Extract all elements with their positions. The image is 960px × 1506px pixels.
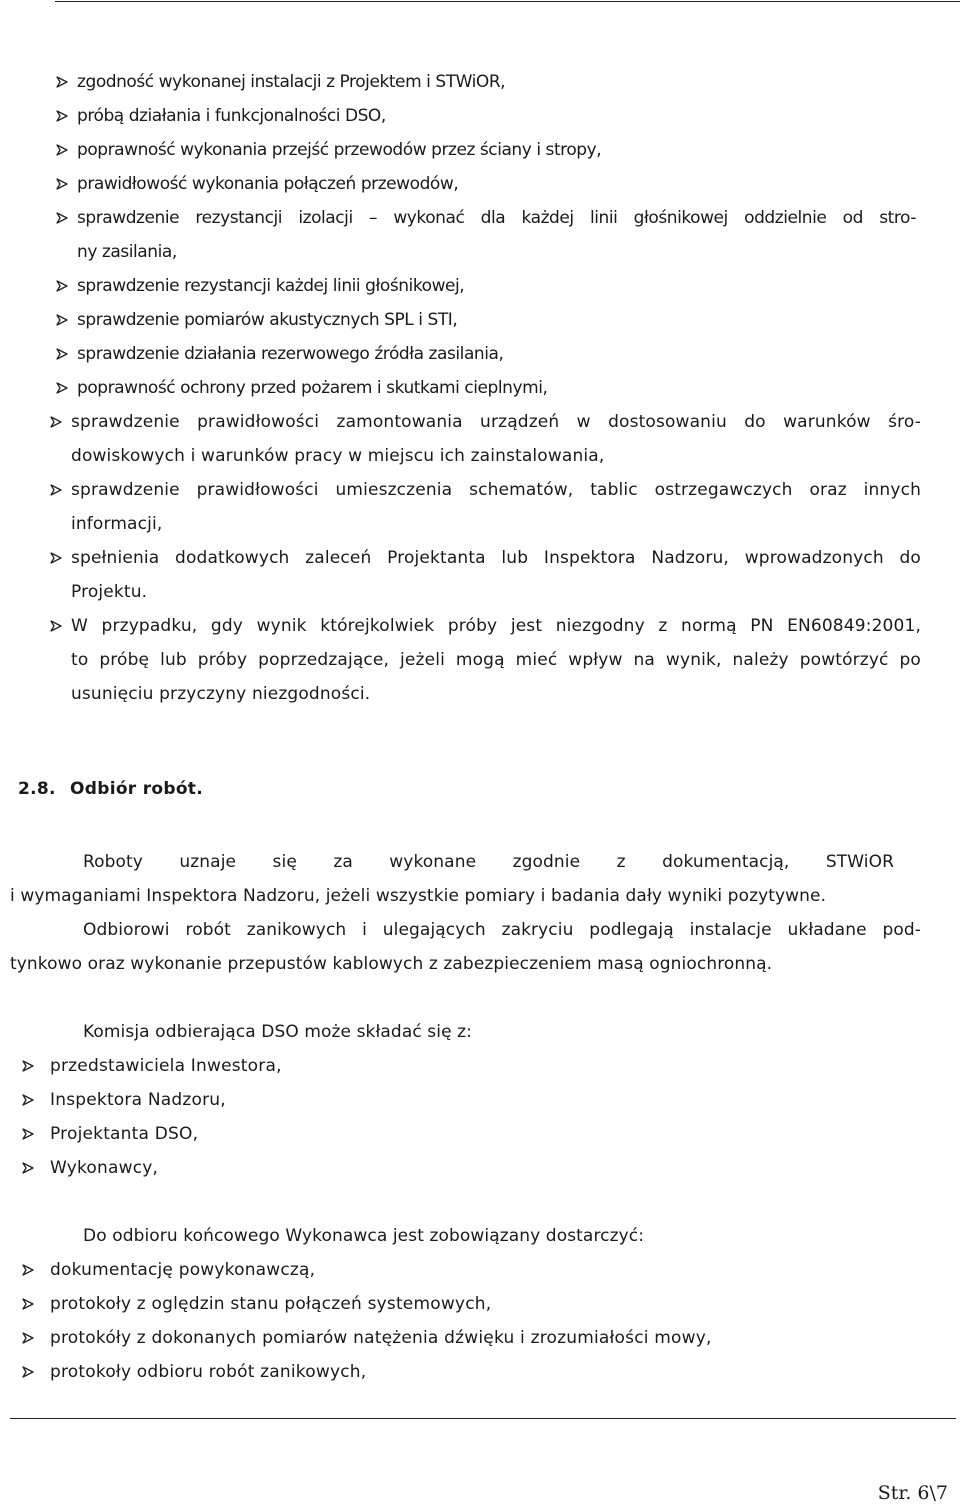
check-item xyxy=(77,99,916,133)
check-item xyxy=(71,473,921,541)
commission-members-list xyxy=(50,1049,930,1185)
paragraph-2-line-1: Odbiorowi robót zanikowych i ulegających zakryciu podlegają instalacje układane pod- xyxy=(83,920,921,940)
check-item xyxy=(71,609,921,711)
arrowhead-bullet-icon xyxy=(56,303,68,326)
check-item-text: ny zasilania, xyxy=(77,242,177,262)
final-document-item-text: protokoły odbioru robót zanikowych, xyxy=(50,1362,367,1382)
arrowhead-bullet-icon xyxy=(50,405,62,428)
check-item-text: Projektu. xyxy=(71,582,148,602)
final-document-item xyxy=(50,1287,930,1321)
final-document-item-text: protokoły z oględzin stanu połączeń systemowych, xyxy=(50,1294,492,1314)
arrowhead-bullet-icon xyxy=(56,133,68,156)
acceptance-checks-list xyxy=(77,65,916,405)
check-item xyxy=(77,167,916,201)
check-item-text: sprawdzenie prawidłowości umieszczenia schematów, tablic ostrzegawczych oraz innych xyxy=(71,480,921,500)
final-document-item xyxy=(50,1355,930,1389)
check-item-text: poprawność wykonania przejść przewodów przez ściany i stropy, xyxy=(77,140,602,160)
arrowhead-bullet-icon xyxy=(56,269,68,292)
arrowhead-bullet-icon xyxy=(22,1151,34,1174)
check-item-text: próbą działania i funkcjonalności DSO, xyxy=(77,106,386,126)
footer-rule xyxy=(10,1418,956,1419)
arrowhead-bullet-icon xyxy=(22,1321,34,1344)
arrowhead-bullet-icon xyxy=(50,473,62,496)
arrowhead-bullet-icon xyxy=(56,201,68,224)
arrowhead-bullet-icon xyxy=(22,1049,34,1072)
check-item-text: sprawdzenie działania rezerwowego źródła zasilania, xyxy=(77,344,504,364)
check-item-text: prawidłowość wykonania połączeń przewodów, xyxy=(77,174,459,194)
paragraph-2-line-2: tynkowo oraz wykonanie przepustów kablowych z zabezpieczeniem masą ogniochronną. xyxy=(10,954,773,974)
check-item xyxy=(77,337,916,371)
final-document-item-text: dokumentację powykonawczą, xyxy=(50,1260,316,1280)
check-item-text: to próbę lub próby poprzedzające, jeżeli mogą mieć wpływ na wynik, należy powtórzyć po xyxy=(71,650,921,670)
acceptance-checks-list-continued xyxy=(71,405,921,711)
check-item xyxy=(77,65,916,99)
final-document-item xyxy=(50,1321,930,1355)
arrowhead-bullet-icon xyxy=(56,65,68,88)
final-document-item xyxy=(50,1253,930,1287)
commission-member-item-text: przedstawiciela Inwestora, xyxy=(50,1056,282,1076)
arrowhead-bullet-icon xyxy=(22,1083,34,1106)
commission-intro: Komisja odbierająca DSO może składać się z: xyxy=(83,1022,472,1042)
commission-member-item-text: Inspektora Nadzoru, xyxy=(50,1090,226,1110)
arrowhead-bullet-icon xyxy=(22,1287,34,1310)
paragraph-1-line-2: i wymaganiami Inspektora Nadzoru, jeżeli wszystkie pomiary i badania dały wyniki pozytywne. xyxy=(10,886,827,906)
commission-member-item-text: Projektanta DSO, xyxy=(50,1124,199,1144)
arrowhead-bullet-icon xyxy=(56,99,68,122)
check-item-text: poprawność ochrony przed pożarem i skutkami cieplnymi, xyxy=(77,378,548,398)
page-number: Str. 6\7 xyxy=(877,1482,948,1504)
final-documents-list xyxy=(50,1253,930,1389)
section-title: Odbiór robót. xyxy=(70,779,203,799)
check-item xyxy=(71,405,921,473)
commission-member-item xyxy=(50,1151,930,1185)
check-item-text: usunięciu przyczyny niezgodności. xyxy=(71,684,371,704)
commission-member-item-text: Wykonawcy, xyxy=(50,1158,159,1178)
paragraph-1-line-1: Roboty uznaje się za wykonane zgodnie z dokumentacją, STWiOR xyxy=(83,852,894,872)
arrowhead-bullet-icon xyxy=(50,609,62,632)
commission-member-item xyxy=(50,1083,930,1117)
check-item-text: dowiskowych i warunków pracy w miejscu ich zainstalowania, xyxy=(71,446,605,466)
commission-member-item xyxy=(50,1117,930,1151)
check-item-text: sprawdzenie prawidłowości zamontowania urządzeń w dostosowaniu do warunków śro- xyxy=(71,412,921,432)
check-item xyxy=(77,371,916,405)
arrowhead-bullet-icon xyxy=(56,167,68,190)
check-item xyxy=(77,269,916,303)
arrowhead-bullet-icon xyxy=(22,1253,34,1276)
check-item-text: sprawdzenie rezystancji każdej linii głośnikowej, xyxy=(77,276,465,296)
commission-member-item xyxy=(50,1049,930,1083)
check-item-text: zgodność wykonanej instalacji z Projektem i STWiOR, xyxy=(77,72,506,92)
check-item-text: informacji, xyxy=(71,514,163,534)
check-item-text: W przypadku, gdy wynik którejkolwiek próby jest niezgodny z normą PN EN60849:2001, xyxy=(71,616,921,636)
arrowhead-bullet-icon xyxy=(22,1117,34,1140)
arrowhead-bullet-icon xyxy=(50,541,62,564)
arrowhead-bullet-icon xyxy=(56,337,68,360)
final-document-item-text: protokóły z dokonanych pomiarów natężenia dźwięku i zrozumiałości mowy, xyxy=(50,1328,712,1348)
section-heading xyxy=(18,772,203,806)
check-item-text: sprawdzenie pomiarów akustycznych SPL i STI, xyxy=(77,310,458,330)
arrowhead-bullet-icon xyxy=(56,371,68,394)
check-item-text: sprawdzenie rezystancji izolacji – wykonać dla każdej linii głośnikowej oddzielnie od stro- xyxy=(77,208,916,228)
check-item xyxy=(77,303,916,337)
check-item xyxy=(71,541,921,609)
final-docs-intro: Do odbioru końcowego Wykonawca jest zobowiązany dostarczyć: xyxy=(83,1226,645,1246)
header-rule xyxy=(55,1,960,2)
section-number: 2.8. xyxy=(18,779,56,799)
check-item-text: spełnienia dodatkowych zaleceń Projektanta lub Inspektora Nadzoru, wprowadzonych do xyxy=(71,548,921,568)
check-item xyxy=(77,201,916,269)
arrowhead-bullet-icon xyxy=(22,1355,34,1378)
check-item xyxy=(77,133,916,167)
